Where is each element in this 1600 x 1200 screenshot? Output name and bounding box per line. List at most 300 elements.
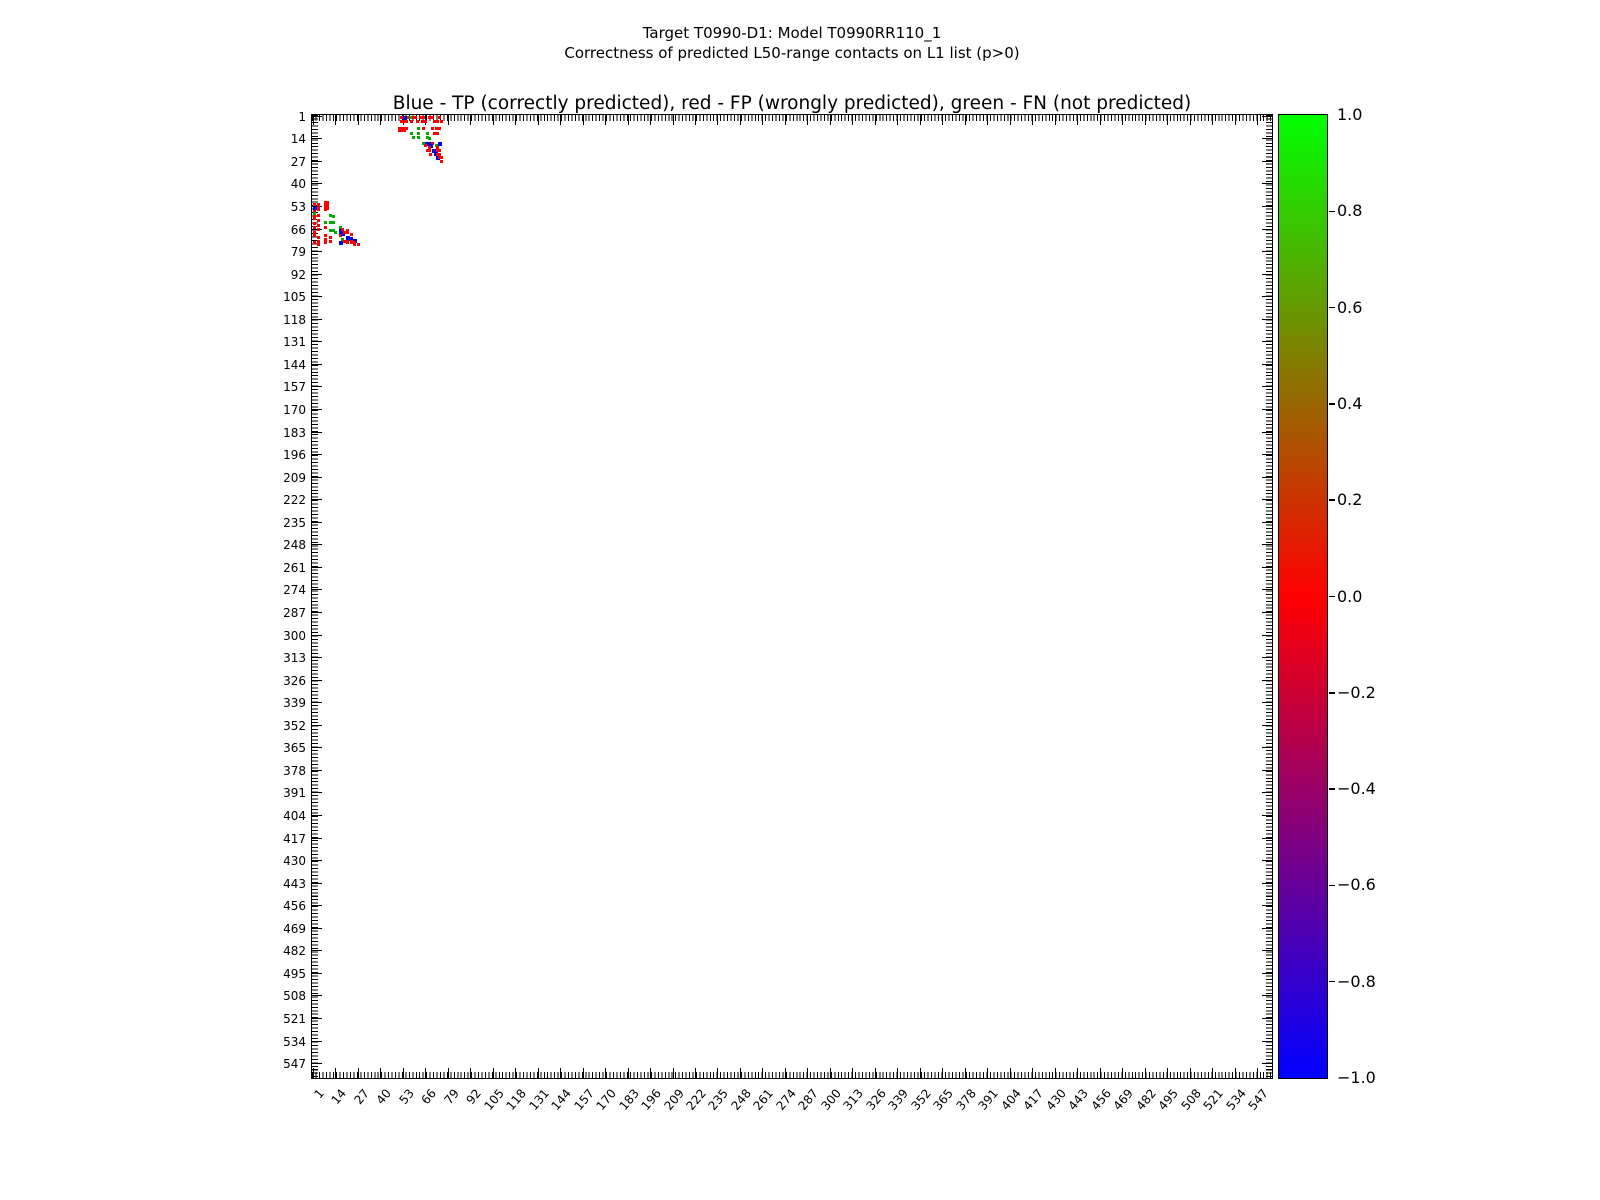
contact-point-fp — [422, 127, 425, 130]
y-tick-label: 209 — [283, 470, 306, 485]
x-major-tick — [717, 115, 718, 125]
x-tick-label: 521 — [1200, 1086, 1227, 1113]
x-major-tick — [785, 115, 786, 125]
x-tick-label: 495 — [1155, 1086, 1182, 1113]
y-major-tick — [1262, 973, 1272, 974]
colorbar-tick-label: 0.8 — [1337, 201, 1363, 221]
y-major-tick — [1262, 319, 1272, 320]
contact-point-fp — [350, 233, 353, 236]
y-major-tick — [312, 995, 322, 996]
y-tick-label: 378 — [283, 763, 306, 778]
y-major-tick — [312, 409, 322, 410]
y-major-tick — [1262, 905, 1272, 906]
x-tick-label: 144 — [548, 1086, 575, 1113]
x-major-tick — [493, 1068, 494, 1078]
y-major-tick — [312, 386, 322, 387]
x-major-tick — [695, 1068, 696, 1078]
x-major-tick — [628, 115, 629, 125]
contact-point-fp — [324, 241, 327, 244]
x-tick-label: 14 — [328, 1086, 350, 1108]
x-major-tick — [1257, 115, 1258, 125]
x-major-tick — [515, 1068, 516, 1078]
x-major-tick — [425, 1068, 426, 1078]
y-major-tick — [312, 860, 322, 861]
colorbar-tick-label: −0.4 — [1337, 779, 1376, 799]
y-major-tick — [1262, 1041, 1272, 1042]
y-tick-label: 456 — [283, 899, 306, 914]
y-major-tick — [1262, 635, 1272, 636]
x-major-tick — [673, 1068, 674, 1078]
contact-point-fn — [428, 137, 431, 140]
suptitle-line2: Correctness of predicted L50-range contacts on L1 list (p>0) — [564, 44, 1020, 62]
x-tick-label: 274 — [773, 1086, 799, 1113]
x-major-tick — [560, 1068, 561, 1078]
x-tick-label: 92 — [463, 1086, 485, 1108]
y-major-tick — [312, 838, 322, 839]
x-major-tick — [538, 1068, 539, 1078]
y-major-tick — [1262, 792, 1272, 793]
contact-point-fp — [317, 228, 320, 231]
y-major-tick — [1262, 770, 1272, 771]
x-tick-label: 235 — [705, 1086, 732, 1113]
y-major-tick — [1262, 995, 1272, 996]
x-major-tick — [1122, 115, 1123, 125]
y-major-tick — [312, 589, 322, 590]
x-tick-label: 300 — [818, 1086, 844, 1113]
y-major-tick — [1262, 680, 1272, 681]
x-major-tick — [1235, 115, 1236, 125]
y-major-tick — [312, 138, 322, 139]
y-major-tick — [312, 319, 322, 320]
colorbar-tick — [1329, 403, 1335, 405]
x-tick-label: 378 — [953, 1086, 979, 1113]
y-tick-label: 300 — [283, 628, 306, 643]
y-major-tick — [312, 635, 322, 636]
y-major-tick — [312, 116, 322, 117]
colorbar-tick — [1329, 307, 1335, 309]
x-major-tick — [1010, 1068, 1011, 1078]
x-axis-minor-ticks-top — [312, 115, 1272, 121]
y-major-tick — [1262, 229, 1272, 230]
x-major-tick — [380, 115, 381, 125]
y-major-tick — [312, 680, 322, 681]
x-major-tick — [1212, 1068, 1213, 1078]
y-major-tick — [312, 770, 322, 771]
x-major-tick — [673, 115, 674, 125]
y-major-tick — [1262, 206, 1272, 207]
contact-point-fp — [326, 207, 329, 210]
x-tick-label: 534 — [1223, 1086, 1249, 1113]
y-major-tick — [312, 296, 322, 297]
x-major-tick — [852, 115, 853, 125]
y-major-tick — [1262, 838, 1272, 839]
x-tick-label: 430 — [1043, 1086, 1069, 1113]
y-major-tick — [1262, 815, 1272, 816]
x-major-tick — [897, 115, 898, 125]
colorbar-tick-label: −1.0 — [1337, 1068, 1376, 1087]
x-tick-label: 118 — [503, 1086, 530, 1113]
x-major-tick — [515, 115, 516, 125]
y-major-tick — [312, 1063, 322, 1064]
colorbar-tick — [1329, 499, 1335, 501]
y-tick-label: 40 — [290, 177, 306, 192]
colorbar-tick-label: 0.2 — [1337, 490, 1363, 510]
contact-point-fp — [440, 160, 443, 163]
y-axis-minor-ticks-left — [312, 115, 318, 1078]
y-major-tick — [1262, 116, 1272, 117]
y-tick-label: 430 — [283, 854, 306, 869]
x-major-tick — [740, 1068, 741, 1078]
y-tick-label: 339 — [283, 696, 306, 711]
colorbar-tick-label: 0.4 — [1337, 393, 1363, 413]
colorbar-tick-label: −0.8 — [1337, 971, 1376, 991]
x-major-tick — [448, 1068, 449, 1078]
x-major-tick — [1190, 115, 1191, 125]
x-major-tick — [493, 115, 494, 125]
y-tick-label: 287 — [283, 605, 306, 620]
x-major-tick — [1122, 1068, 1123, 1078]
y-tick-label: 183 — [283, 425, 306, 440]
x-major-tick — [358, 1068, 359, 1078]
x-major-tick — [1145, 115, 1146, 125]
x-tick-label: 183 — [616, 1086, 642, 1113]
x-major-tick — [875, 1068, 876, 1078]
x-major-tick — [1055, 115, 1056, 125]
x-major-tick — [1190, 1068, 1191, 1078]
y-major-tick — [312, 161, 322, 162]
contact-point-fp — [429, 153, 432, 156]
contact-point-fn — [417, 127, 420, 130]
x-major-tick — [1077, 1068, 1078, 1078]
x-major-tick — [1100, 115, 1101, 125]
y-major-tick — [312, 973, 322, 974]
y-major-tick — [312, 702, 322, 703]
y-major-tick — [312, 251, 322, 252]
x-major-tick — [470, 1068, 471, 1078]
x-major-tick — [695, 115, 696, 125]
y-major-tick — [1262, 544, 1272, 545]
x-major-tick — [942, 115, 943, 125]
x-major-tick — [650, 115, 651, 125]
y-tick-label: 92 — [290, 267, 306, 282]
contact-point-fp — [329, 240, 332, 243]
y-major-tick — [1262, 454, 1272, 455]
y-major-tick — [1262, 522, 1272, 523]
x-major-tick — [1212, 115, 1213, 125]
y-major-tick — [312, 1041, 322, 1042]
x-tick-label: 352 — [908, 1086, 934, 1113]
y-tick-label: 469 — [283, 921, 306, 936]
x-major-tick — [852, 1068, 853, 1078]
y-major-tick — [1262, 274, 1272, 275]
x-major-tick — [807, 115, 808, 125]
contact-point-fp — [410, 120, 413, 123]
contact-point-fn — [417, 136, 420, 139]
contact-point-fn — [412, 136, 415, 139]
y-tick-label: 495 — [283, 966, 306, 981]
y-tick-label: 521 — [283, 1012, 306, 1026]
colorbar-tick-label: 0.6 — [1337, 297, 1363, 317]
contact-point-fp — [317, 219, 320, 222]
contact-point-fn — [334, 231, 337, 234]
x-tick-label: 170 — [593, 1086, 620, 1113]
contact-point-fp — [324, 226, 327, 229]
colorbar-tick — [1329, 692, 1335, 694]
x-major-tick — [1032, 1068, 1033, 1078]
x-major-tick — [335, 1068, 336, 1078]
x-major-tick — [605, 1068, 606, 1078]
x-major-tick — [965, 115, 966, 125]
y-tick-label: 326 — [283, 673, 306, 688]
y-tick-label: 404 — [283, 808, 306, 823]
y-major-tick — [312, 341, 322, 342]
x-tick-label: 456 — [1088, 1086, 1114, 1113]
x-major-tick — [942, 1068, 943, 1078]
y-major-tick — [1262, 612, 1272, 613]
x-major-tick — [897, 1068, 898, 1078]
colorbar-tick-label: 1.0 — [1337, 105, 1363, 124]
x-major-tick — [1032, 115, 1033, 125]
x-major-tick — [1100, 1068, 1101, 1078]
x-major-tick — [717, 1068, 718, 1078]
y-major-tick — [312, 364, 322, 365]
x-major-tick — [1055, 1068, 1056, 1078]
x-major-tick — [920, 115, 921, 125]
x-major-tick — [1167, 115, 1168, 125]
x-tick-label: 417 — [1020, 1086, 1047, 1113]
x-tick-label: 105 — [481, 1086, 507, 1113]
contact-point-fn — [332, 215, 335, 218]
y-axis-minor-ticks-right — [1266, 115, 1272, 1078]
x-major-tick — [987, 115, 988, 125]
x-major-tick — [650, 1068, 651, 1078]
x-major-tick — [1077, 115, 1078, 125]
y-major-tick — [312, 815, 322, 816]
y-major-tick — [1262, 499, 1272, 500]
x-tick-label: 209 — [661, 1086, 687, 1113]
contact-point-fp — [440, 120, 443, 123]
x-tick-label: 443 — [1065, 1086, 1092, 1113]
y-major-tick — [312, 928, 322, 929]
x-major-tick — [448, 115, 449, 125]
contact-point-fn — [332, 221, 335, 224]
y-tick-label: 27 — [290, 154, 306, 169]
y-tick-label: 365 — [283, 741, 306, 756]
x-tick-label: 131 — [526, 1086, 552, 1113]
contact-point-fp — [416, 120, 419, 123]
colorbar-tick — [1329, 788, 1335, 790]
x-major-tick — [628, 1068, 629, 1078]
y-tick-label: 222 — [283, 493, 306, 508]
x-major-tick — [1010, 115, 1011, 125]
x-tick-label: 326 — [863, 1086, 889, 1113]
colorbar-tick-label: −0.6 — [1337, 875, 1376, 895]
x-major-tick — [1235, 1068, 1236, 1078]
figure-suptitle — [312, 23, 1272, 63]
x-major-tick — [807, 1068, 808, 1078]
x-major-tick — [538, 115, 539, 125]
x-tick-label: 196 — [638, 1086, 664, 1113]
y-major-tick — [1262, 747, 1272, 748]
y-major-tick — [312, 544, 322, 545]
contact-point-fp — [403, 129, 406, 132]
x-major-tick — [1257, 1068, 1258, 1078]
x-tick-label: 547 — [1245, 1086, 1272, 1113]
x-tick-label: 313 — [840, 1086, 867, 1113]
x-tick-label: 482 — [1133, 1086, 1159, 1113]
x-major-tick — [560, 115, 561, 125]
x-major-tick — [403, 1068, 404, 1078]
x-major-tick — [785, 1068, 786, 1078]
y-tick-label: 261 — [283, 560, 306, 575]
y-tick-label: 157 — [283, 380, 306, 395]
y-major-tick — [312, 454, 322, 455]
contact-point-fp — [438, 127, 441, 130]
x-major-tick — [920, 1068, 921, 1078]
y-major-tick — [312, 747, 322, 748]
contact-point-fp — [317, 208, 320, 211]
y-tick-label: 547 — [283, 1057, 306, 1072]
x-tick-label: 365 — [930, 1086, 957, 1113]
y-tick-label: 313 — [283, 651, 306, 666]
y-major-tick — [1262, 296, 1272, 297]
y-tick-label: 482 — [283, 944, 306, 959]
x-major-tick — [380, 1068, 381, 1078]
x-tick-label: 248 — [728, 1086, 754, 1113]
x-tick-label: 339 — [885, 1086, 912, 1113]
x-tick-label: 40 — [373, 1086, 395, 1108]
y-major-tick — [1262, 950, 1272, 951]
contact-point-fp — [317, 214, 320, 217]
x-tick-label: 53 — [396, 1086, 417, 1108]
y-major-tick — [312, 905, 322, 906]
y-tick-label: 235 — [283, 515, 306, 530]
contact-point-fp — [357, 243, 360, 246]
x-major-tick — [335, 115, 336, 125]
y-tick-label: 170 — [283, 402, 306, 417]
x-major-tick — [313, 1068, 314, 1078]
y-tick-label: 118 — [283, 312, 306, 327]
y-major-tick — [312, 477, 322, 478]
x-major-tick — [358, 115, 359, 125]
contact-point-fp — [424, 120, 427, 123]
y-major-tick — [1262, 477, 1272, 478]
colorbar-tick — [1329, 596, 1335, 598]
x-major-tick — [740, 115, 741, 125]
y-major-tick — [1262, 409, 1272, 410]
x-tick-label: 27 — [351, 1086, 372, 1108]
y-tick-label: 79 — [290, 245, 306, 260]
x-major-tick — [830, 115, 831, 125]
x-major-tick — [875, 115, 876, 125]
x-major-tick — [965, 1068, 966, 1078]
x-tick-label: 157 — [571, 1086, 597, 1113]
y-major-tick — [1262, 860, 1272, 861]
y-tick-label: 534 — [283, 1034, 306, 1049]
y-major-tick — [312, 1018, 322, 1019]
y-tick-label: 391 — [283, 786, 306, 801]
x-tick-label: 391 — [975, 1086, 1002, 1113]
y-tick-label: 144 — [283, 357, 306, 372]
x-tick-label: 66 — [418, 1086, 440, 1108]
y-major-tick — [1262, 432, 1272, 433]
y-major-tick — [1262, 251, 1272, 252]
y-major-tick — [312, 274, 322, 275]
y-major-tick — [1262, 138, 1272, 139]
y-major-tick — [312, 725, 322, 726]
y-tick-label: 1 — [298, 109, 306, 124]
colorbar-tick — [1329, 885, 1335, 887]
contact-point-fp — [405, 120, 408, 123]
x-major-tick — [762, 1068, 763, 1078]
y-major-tick — [1262, 883, 1272, 884]
x-major-tick — [987, 1068, 988, 1078]
y-major-tick — [312, 950, 322, 951]
x-major-tick — [762, 115, 763, 125]
x-tick-label: 222 — [683, 1086, 709, 1113]
y-tick-label: 105 — [283, 290, 306, 305]
x-major-tick — [605, 115, 606, 125]
colorbar-tick — [1329, 211, 1335, 213]
contact-point-fp — [317, 243, 320, 246]
y-major-tick — [1262, 183, 1272, 184]
y-major-tick — [1262, 364, 1272, 365]
colorbar-gradient — [1278, 114, 1328, 1079]
y-major-tick — [1262, 567, 1272, 568]
y-tick-label: 14 — [290, 132, 306, 147]
x-tick-label: 79 — [441, 1086, 462, 1108]
y-major-tick — [1262, 657, 1272, 658]
y-tick-label: 274 — [283, 583, 306, 598]
x-major-tick — [1167, 1068, 1168, 1078]
y-tick-label: 196 — [283, 448, 306, 463]
x-major-tick — [470, 115, 471, 125]
x-tick-label: 1 — [311, 1086, 327, 1102]
y-tick-label: 248 — [283, 538, 306, 553]
y-major-tick — [312, 522, 322, 523]
y-major-tick — [312, 567, 322, 568]
suptitle-line1: Target T0990-D1: Model T0990RR110_1 — [642, 24, 942, 42]
y-major-tick — [1262, 386, 1272, 387]
colorbar-tick-label: 0.0 — [1337, 586, 1363, 606]
x-major-tick — [583, 115, 584, 125]
y-major-tick — [1262, 341, 1272, 342]
y-tick-label: 131 — [283, 335, 306, 350]
x-major-tick — [1145, 1068, 1146, 1078]
contact-point-fn — [324, 221, 327, 224]
contact-point-fp — [436, 132, 439, 135]
y-major-tick — [312, 792, 322, 793]
x-tick-label: 261 — [750, 1086, 777, 1113]
y-major-tick — [1262, 1063, 1272, 1064]
y-tick-label: 443 — [283, 876, 306, 891]
x-tick-label: 287 — [795, 1086, 822, 1113]
y-major-tick — [312, 883, 322, 884]
y-tick-label: 66 — [290, 222, 306, 237]
x-major-tick — [583, 1068, 584, 1078]
y-tick-label: 417 — [283, 831, 306, 846]
y-major-tick — [1262, 161, 1272, 162]
y-major-tick — [1262, 589, 1272, 590]
y-major-tick — [312, 499, 322, 500]
y-major-tick — [1262, 725, 1272, 726]
y-major-tick — [1262, 928, 1272, 929]
colorbar-tick-label: −0.2 — [1337, 682, 1376, 702]
y-major-tick — [312, 183, 322, 184]
y-major-tick — [312, 432, 322, 433]
colorbar-tick — [1329, 981, 1335, 983]
x-tick-label: 404 — [998, 1086, 1024, 1113]
